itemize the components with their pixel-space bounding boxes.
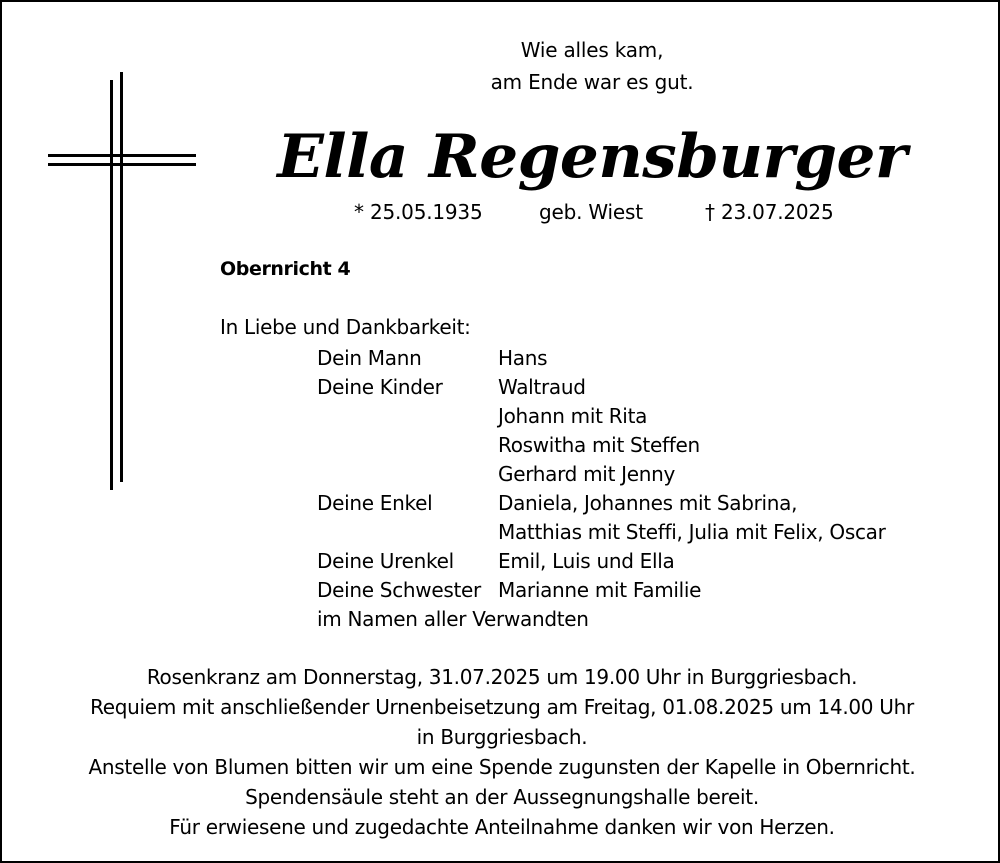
death-date: † 23.07.2025 bbox=[705, 200, 834, 224]
maiden-name: geb. Wiest bbox=[539, 200, 643, 224]
relative-names: Emil, Luis und Ella bbox=[498, 549, 675, 573]
relative-names: Marianne mit Familie bbox=[498, 578, 702, 602]
relative-label: Deine Kinder bbox=[317, 375, 443, 399]
footer-line: in Burggriesbach. bbox=[416, 725, 588, 749]
relative-names: Johann mit Rita bbox=[498, 404, 648, 428]
birth-date: * 25.05.1935 bbox=[354, 200, 483, 224]
relative-names: Daniela, Johannes mit Sabrina, bbox=[498, 491, 798, 515]
footer-line: Requiem mit anschließender Urnenbeisetzung am Freitag, 01.08.2025 um 14.00 Uhr bbox=[90, 695, 914, 719]
footer-line: Rosenkranz am Donnerstag, 31.07.2025 um 19.00 Uhr in Burggriesbach. bbox=[146, 665, 858, 689]
relative-label: Deine Schwester bbox=[317, 578, 481, 602]
motto-line-2: am Ende war es gut. bbox=[490, 70, 694, 94]
relative-names: Hans bbox=[498, 346, 548, 370]
relative-names: Matthias mit Steffi, Julia mit Felix, Oscar bbox=[498, 520, 886, 544]
footer-line: Spendensäule steht an der Aussegnungshalle bereit. bbox=[245, 785, 759, 809]
footer-line: Anstelle von Blumen bitten wir um eine Spende zugunsten der Kapelle in Obernricht. bbox=[88, 755, 916, 779]
deceased-name: Ella Regensburger bbox=[277, 122, 907, 192]
mourners-intro: In Liebe und Dankbarkeit: bbox=[220, 315, 471, 339]
relative-label: Deine Urenkel bbox=[317, 549, 454, 573]
relative-label: Dein Mann bbox=[317, 346, 422, 370]
motto-line-1: Wie alles kam, bbox=[520, 38, 664, 62]
relative-label: Deine Enkel bbox=[317, 491, 433, 515]
footer-line: Für erwiesene und zugedachte Anteilnahme danken wir von Herzen. bbox=[169, 815, 835, 839]
relative-names: Gerhard mit Jenny bbox=[498, 462, 676, 486]
relative-names: Waltraud bbox=[498, 375, 586, 399]
address: Obernricht 4 bbox=[220, 258, 351, 280]
relative-label: im Namen aller Verwandten bbox=[317, 607, 589, 631]
relative-names: Roswitha mit Steffen bbox=[498, 433, 700, 457]
